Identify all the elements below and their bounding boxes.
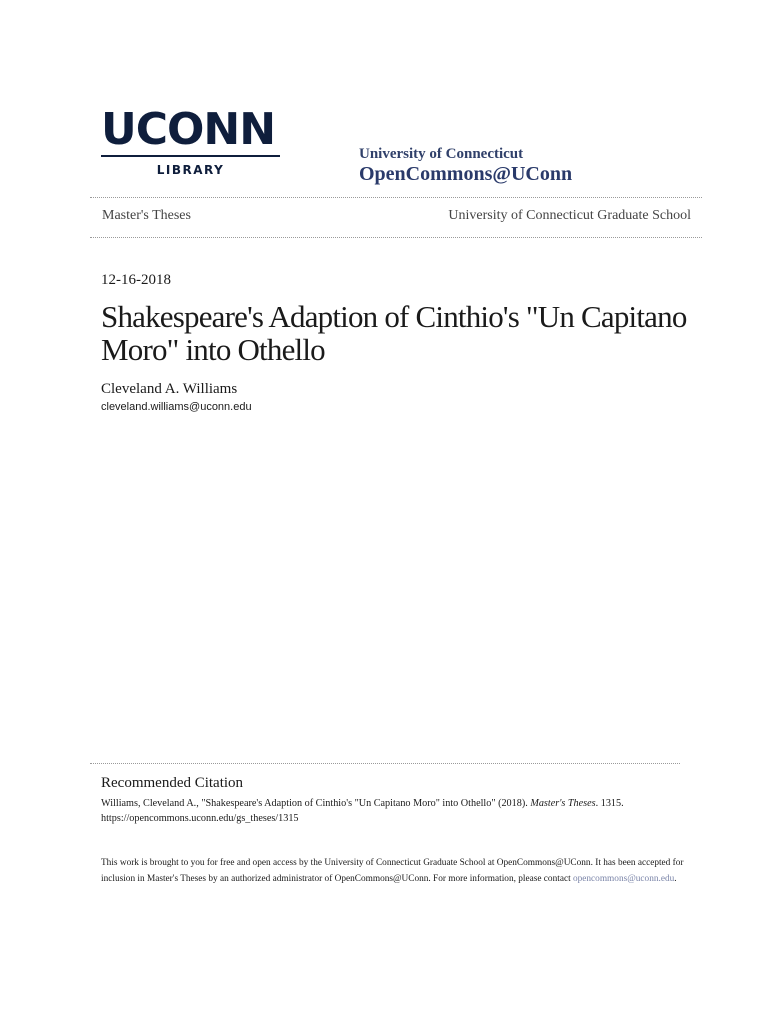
logo-subtitle: LIBRARY	[156, 163, 225, 177]
notice-end: .	[674, 874, 677, 884]
document-author: Cleveland A. Williams	[101, 381, 238, 397]
citation-body: Williams, Cleveland A., "Shakespeare's Adaption of Cinthio's "Un Capitano Moro" into Othello" (2018).	[101, 798, 531, 809]
header-divider-top	[90, 197, 702, 198]
institution-name: University of Connecticut	[359, 146, 524, 162]
citation-divider	[90, 763, 680, 764]
uconn-library-logo	[101, 104, 281, 180]
notice-text: This work is brought to you for free and open access by the University of Connecticut Graduate School at OpenCommons@UConn. It has been accepted for inclusion in Master's Theses by an authorized administrator of OpenCommons@UConn. For more information, please contact	[101, 858, 684, 884]
citation-url[interactable]: https://opencommons.uconn.edu/gs_theses/1315	[101, 813, 299, 824]
collection-school-link[interactable]: University of Connecticut Graduate School	[448, 208, 691, 223]
citation-text	[101, 796, 701, 826]
logo-wordmark: UCONN	[101, 104, 276, 155]
author-email[interactable]: cleveland.williams@uconn.edu	[101, 401, 252, 413]
repository-name[interactable]: OpenCommons@UConn	[359, 163, 573, 185]
document-date: 12-16-2018	[101, 272, 171, 288]
citation-number: . 1315.	[595, 798, 624, 809]
logo-divider	[101, 155, 280, 157]
access-notice	[101, 855, 701, 887]
collection-series-link[interactable]: Master's Theses	[102, 208, 191, 223]
document-title: Shakespeare's Adaption of Cinthio's "Un Capitano Moro" into Othello	[101, 299, 687, 367]
contact-email-link[interactable]: opencommons@uconn.edu	[572, 874, 675, 884]
citation-series: Master's Theses	[530, 798, 596, 809]
citation-heading: Recommended Citation	[101, 775, 244, 791]
header-divider-bottom	[90, 237, 702, 238]
